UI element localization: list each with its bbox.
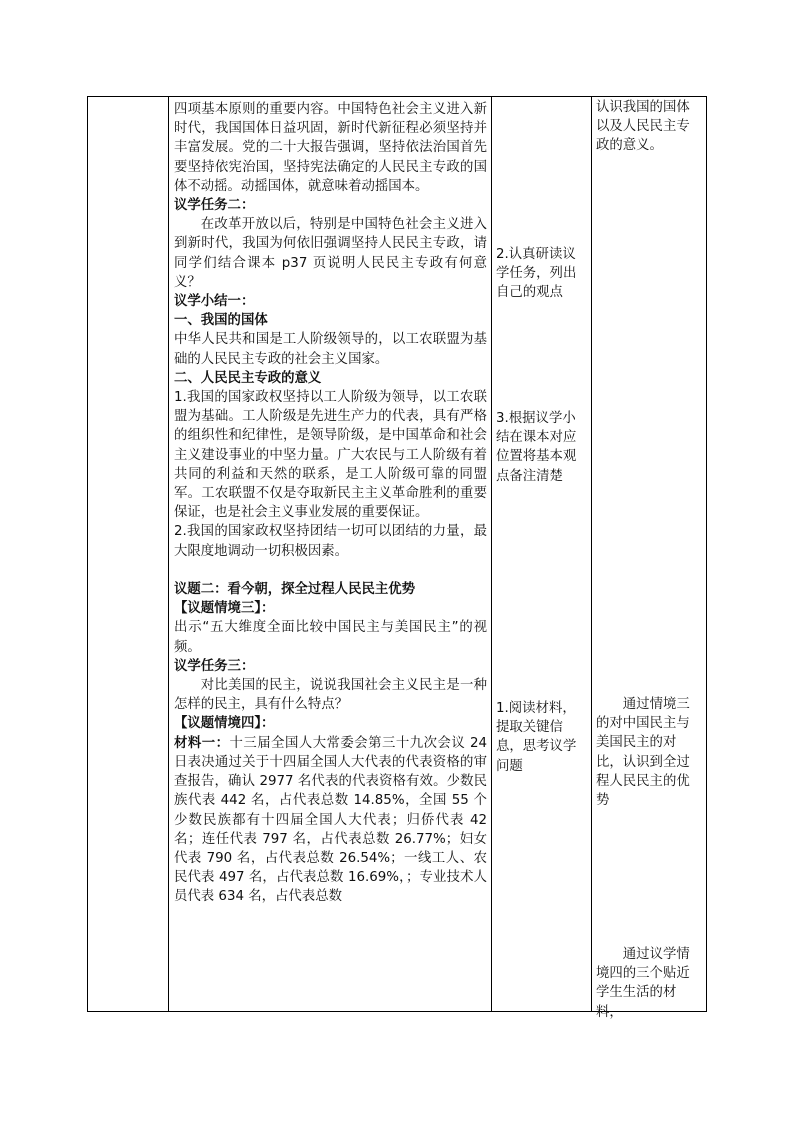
activity-2: 2.认真研读议学任务，列出自己的观点 [496, 247, 577, 301]
material1 [174, 734, 487, 907]
section2-heading: 二、人民民主专政的意义 [174, 370, 322, 386]
intent-1: 认识我国的国体以及人民民主专政的意义。 [596, 100, 690, 154]
paragraph: 四项基本原则的重要内容。中国特色社会主义进入新时代，我国国体日益巩固，新时代新征程必须坚持并丰富发展。党的二十大报告强调，坚持依法治国首先要坚持依宪治国，坚持宪法确定的人民民主专政的国体不动摇。动摇国体，就意味着动摇国本。 [174, 102, 487, 194]
section1-heading: 一、我国的国体 [174, 313, 268, 329]
activity-3: 3.根据议学小结在课本对应位置将基本观点备注清楚 [496, 411, 577, 484]
material1-label: 材料一： [174, 735, 230, 751]
task2-heading: 议学任务二： [174, 198, 255, 214]
intent-2: 通过情境三的对中国民主与美国民主的对比，认识到全过程人民民主的优势 [596, 697, 690, 809]
section1-text: 中华人民共和国是工人阶级领导的，以工农联盟为基础的人民民主专政的社会主义国家。 [174, 332, 487, 367]
activity-4: 1.阅读材料，提取关键信息，思考议学问题 [496, 701, 577, 774]
task2-text: 在改革开放以后，特别是中国特色社会主义进入到新时代，我国为何依旧强调坚持人民民主专政，请同学们结合课本 p37 页说明人民民主专政有何意义？ [174, 217, 487, 290]
task3-heading: 议学任务三： [174, 658, 255, 674]
design-intent-column [592, 97, 706, 1020]
section2-point2: 2.我国的国家政权坚持团结一切可以团结的力量，最大限度地调动一切积极因素。 [174, 524, 487, 559]
material1-text: 十三届全国人大常委会第三十九次会议 24 日表决通过关于十四届全国人大代表的代表资格的审查报告，确认 2977 名代表的代表资格有效。少数民族代表 442 名，占代表总数 14.85%，全国 55 个少数民族都有十四届全国人大代表；归侨代表 42 名；连任代表 797 名，占代表总数 26.77%；妇女代表 790 名，占代表总数 26.54%；一线工人、农民代表 497 名，占代表总数 16.69%，；专业技术人员代表 634 名，占代表总数 [174, 735, 488, 905]
lesson-plan-table [87, 96, 707, 1020]
spacer [174, 561, 487, 580]
section2-point1: 1.我国的国家政权坚持以工人阶级为领导，以工农联盟为基础。工人阶级是先进生产力的代表，具有严格的组织性和纪律性，是领导阶级，是中国革命和社会主义建设事业的中坚力量。广大农民与工人阶级有着共同的利益和天然的联系，是工人阶级可靠的同盟军。工农联盟不仅是夺取新民主主义革命胜利的重要保证，也是社会主义事业发展的重要保证。 [174, 390, 487, 521]
student-activity-column [492, 97, 592, 1011]
topic2-heading: 议题二：看今朝，探全过程人民民主优势 [174, 582, 416, 598]
scene3-heading: 【议题情境三】： [174, 601, 275, 617]
intent-3: 通过议学情境四的三个贴近学生生活的材料， [596, 947, 690, 1020]
scene3-text: 出示“五大维度全面比较中国民主与美国民主”的视频。 [174, 620, 487, 655]
task3-text: 对比美国的民主，说说我国社会主义民主是一种怎样的民主，具有什么特点？ [174, 678, 487, 713]
scene4-heading: 【议题情境四】： [174, 716, 275, 732]
teaching-content-column [169, 97, 492, 1011]
summary-heading: 议学小结一： [174, 294, 255, 310]
